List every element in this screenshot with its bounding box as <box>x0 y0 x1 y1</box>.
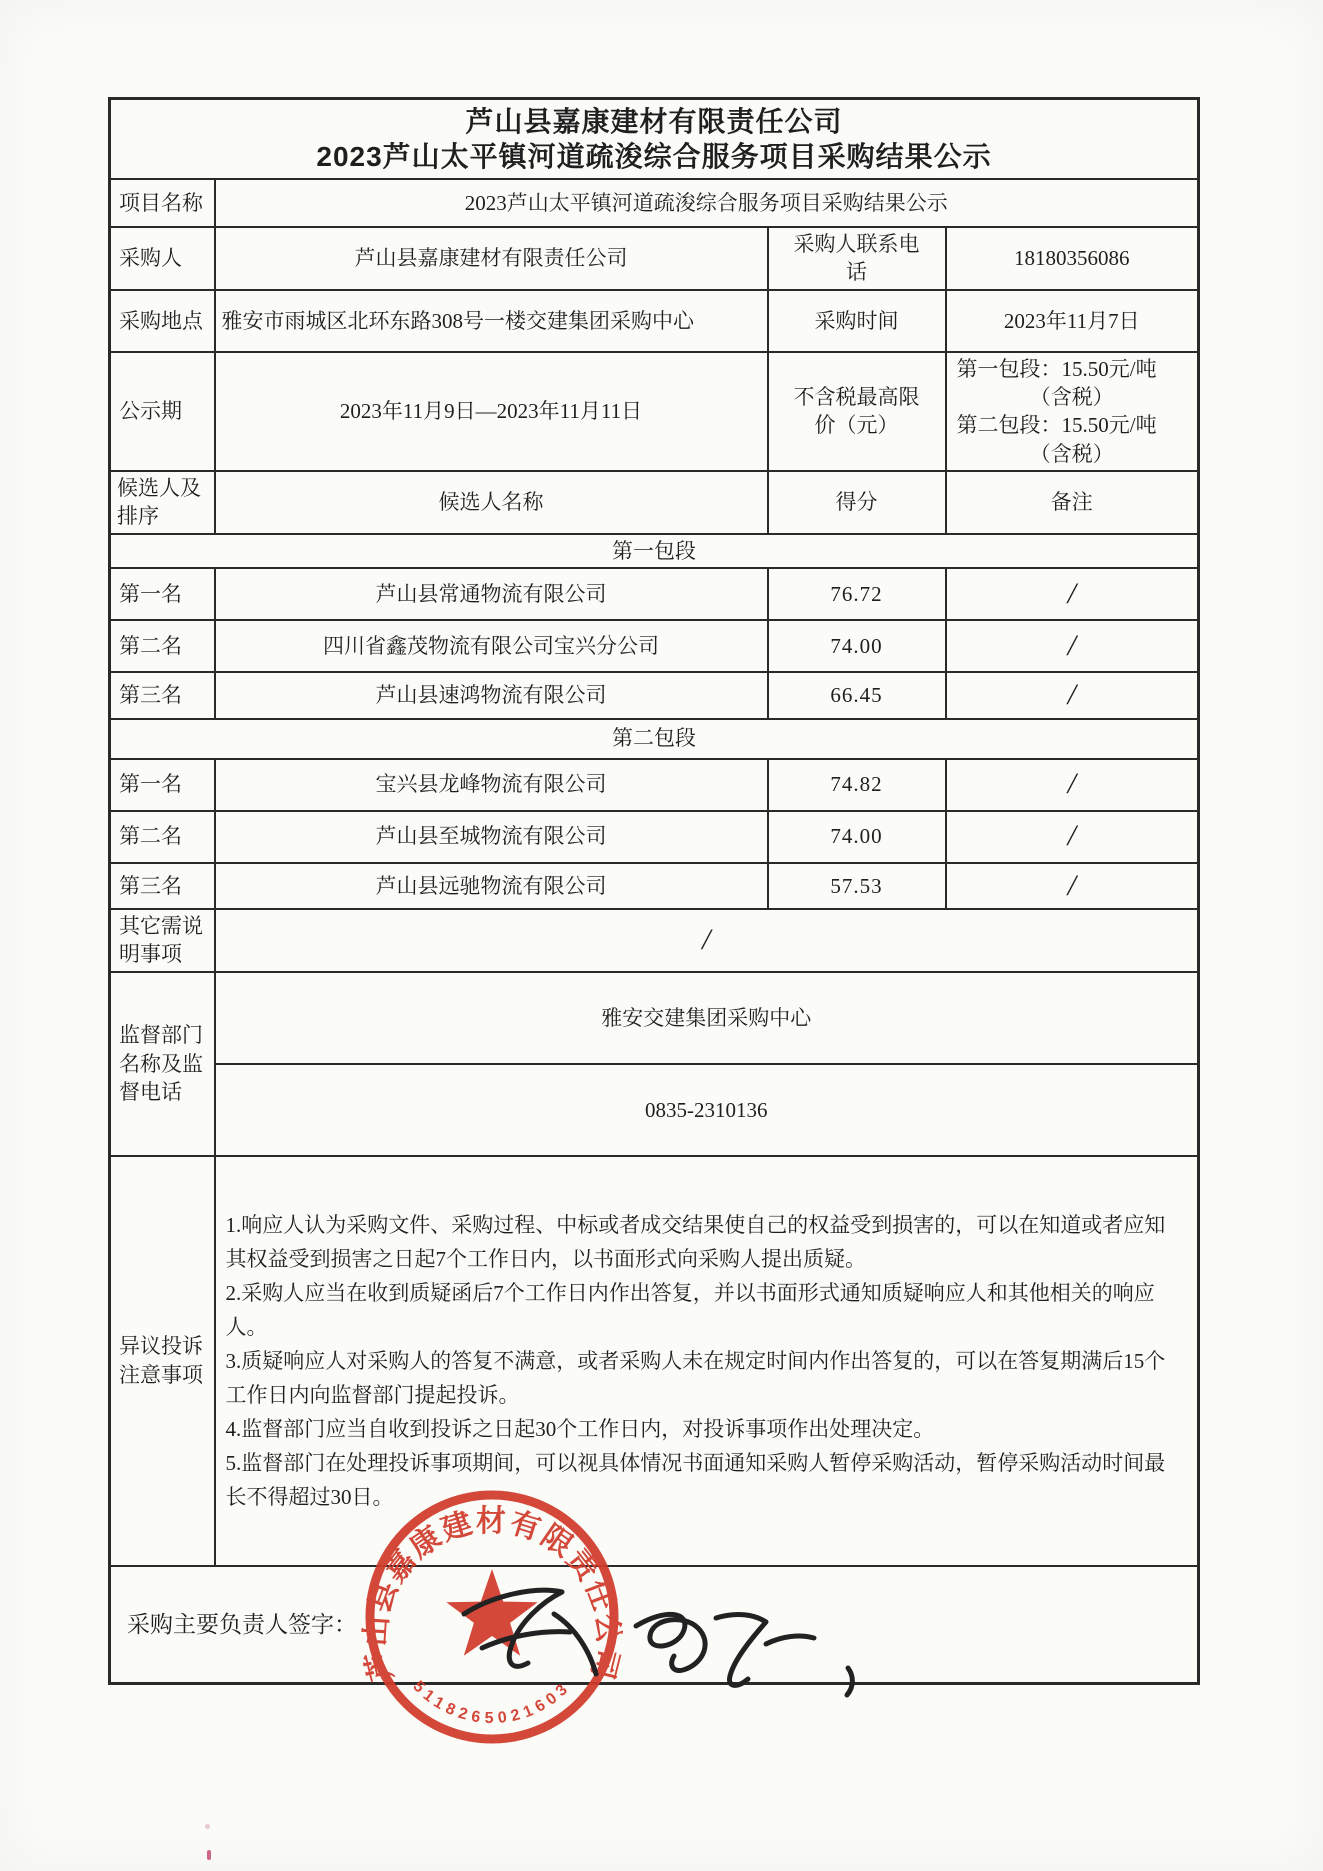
price-pkg2-tax: （含税） <box>1029 441 1114 466</box>
project-name-row <box>110 179 1199 227</box>
remark-cell: / <box>946 759 1199 811</box>
package2-title: 第二包段 <box>110 719 1199 759</box>
objection-item-5: 5.监督部门在处理投诉事项期间，可以视具体情况书面通知采购人暂停采购活动，暂停采购活动时间最长不得超过30日。 <box>225 1450 1166 1509</box>
stamp-number-text: 5118265021603 <box>409 1677 575 1728</box>
table-row <box>110 811 1199 863</box>
score-cell: 57.53 <box>768 863 946 910</box>
score-cell: 76.72 <box>768 568 946 620</box>
score-cell: 66.45 <box>768 672 946 719</box>
supervision-phone-row <box>110 1064 1199 1156</box>
table-row <box>110 672 1199 719</box>
package1-band <box>110 534 1199 568</box>
package2-band <box>110 719 1199 759</box>
price-pkg2: 第二包段：15.50元/吨 <box>956 413 1157 438</box>
header-remark: 备注 <box>946 471 1199 534</box>
score-cell: 74.82 <box>768 759 946 811</box>
scan-artifact <box>205 1824 210 1829</box>
candidate-name: 芦山县速鸿物流有限公司 <box>215 672 768 719</box>
remark-cell: / <box>946 620 1199 672</box>
objection-item-3: 3.质疑响应人对采购人的答复不满意，或者采购人未在规定时间内作出答复的，可以在答复期满后15个工作日内向监督部门提起投诉。 <box>225 1348 1166 1407</box>
handwritten-signature <box>430 1556 900 1706</box>
candidate-name: 四川省鑫茂物流有限公司宝兴分公司 <box>215 620 768 672</box>
table-row <box>110 620 1199 672</box>
location-value: 雅安市雨城区北环东路308号一楼交建集团采购中心 <box>215 290 768 352</box>
rank-cell: 第三名 <box>110 672 215 719</box>
candidate-name: 芦山县常通物流有限公司 <box>215 568 768 620</box>
location-row <box>110 290 1199 352</box>
document-title <box>110 99 1199 180</box>
signature-label: 采购主要负责人签字： <box>110 1566 1199 1684</box>
table-row <box>110 568 1199 620</box>
purchaser-row <box>110 227 1199 290</box>
header-rank: 候选人及排序 <box>110 471 215 534</box>
purchase-time-value: 2023年11月7日 <box>946 290 1199 352</box>
purchase-time-label: 采购时间 <box>768 290 946 352</box>
publicity-row <box>110 352 1199 471</box>
purchaser-value: 芦山县嘉康建材有限责任公司 <box>215 227 768 290</box>
title-row <box>110 99 1199 180</box>
supervision-name: 雅安交建集团采购中心 <box>215 972 1199 1064</box>
scan-artifact <box>207 1850 211 1860</box>
candidate-name: 宝兴县龙峰物流有限公司 <box>215 759 768 811</box>
header-score: 得分 <box>768 471 946 534</box>
purchaser-label: 采购人 <box>110 227 215 290</box>
procurement-result-table <box>108 97 1200 1685</box>
objection-label: 异议投诉注意事项 <box>110 1156 215 1566</box>
purchaser-contact-label: 采购人联系电话 <box>768 227 946 290</box>
other-notes-value: / <box>215 909 1199 972</box>
rank-cell: 第二名 <box>110 620 215 672</box>
max-price-value <box>946 352 1199 471</box>
title-line-2: 2023芦山太平镇河道疏浚综合服务项目采购结果公示 <box>316 141 992 172</box>
table-row <box>110 759 1199 811</box>
rank-cell: 第一名 <box>110 759 215 811</box>
objection-item-2: 2.采购人应当在收到质疑函后7个工作日内作出答复，并以书面形式通知质疑响应人和其他相关的响应人。 <box>225 1280 1155 1339</box>
other-notes-row <box>110 909 1199 972</box>
price-pkg1: 第一包段：15.50元/吨 <box>956 356 1157 381</box>
remark-cell: / <box>946 672 1199 719</box>
header-name: 候选人名称 <box>215 471 768 534</box>
objection-item-1: 1.响应人认为采购文件、采购过程、中标或者成交结果使自己的权益受到损害的，可以在知道或者应知其权益受到损害之日起7个工作日内，以书面形式向采购人提出质疑。 <box>225 1212 1166 1271</box>
stamp-company-text: 芦山县嘉康建材有限责任公司 <box>359 1505 625 1685</box>
title-line-1: 芦山县嘉康建材有限责任公司 <box>465 106 843 137</box>
rank-cell: 第二名 <box>110 811 215 863</box>
score-cell: 74.00 <box>768 620 946 672</box>
publicity-value: 2023年11月9日—2023年11月11日 <box>215 352 768 471</box>
objection-item-4: 4.监督部门应当自收到投诉之日起30个工作日内，对投诉事项作出处理决定。 <box>225 1416 935 1441</box>
price-pkg1-tax: （含税） <box>1029 385 1114 410</box>
purchaser-phone: 18180356086 <box>946 227 1199 290</box>
candidate-name: 芦山县远驰物流有限公司 <box>215 863 768 910</box>
remark-cell: / <box>946 863 1199 910</box>
table-row <box>110 863 1199 910</box>
supervision-label: 监督部门名称及监督电话 <box>110 972 215 1156</box>
package1-title: 第一包段 <box>110 534 1199 568</box>
remark-cell: / <box>946 811 1199 863</box>
remark-cell: / <box>946 568 1199 620</box>
objection-row <box>110 1156 1199 1566</box>
score-cell: 74.00 <box>768 811 946 863</box>
location-label: 采购地点 <box>110 290 215 352</box>
publicity-label: 公示期 <box>110 352 215 471</box>
supervision-name-row <box>110 972 1199 1064</box>
supervision-phone: 0835-2310136 <box>215 1064 1199 1156</box>
candidates-header-row <box>110 471 1199 534</box>
other-notes-label: 其它需说明事项 <box>110 909 215 972</box>
rank-cell: 第一名 <box>110 568 215 620</box>
max-price-label: 不含税最高限价（元） <box>768 352 946 471</box>
rank-cell: 第三名 <box>110 863 215 910</box>
project-name-label: 项目名称 <box>110 179 215 227</box>
project-name-value: 2023芦山太平镇河道疏浚综合服务项目采购结果公示 <box>215 179 1199 227</box>
candidate-name: 芦山县至城物流有限公司 <box>215 811 768 863</box>
